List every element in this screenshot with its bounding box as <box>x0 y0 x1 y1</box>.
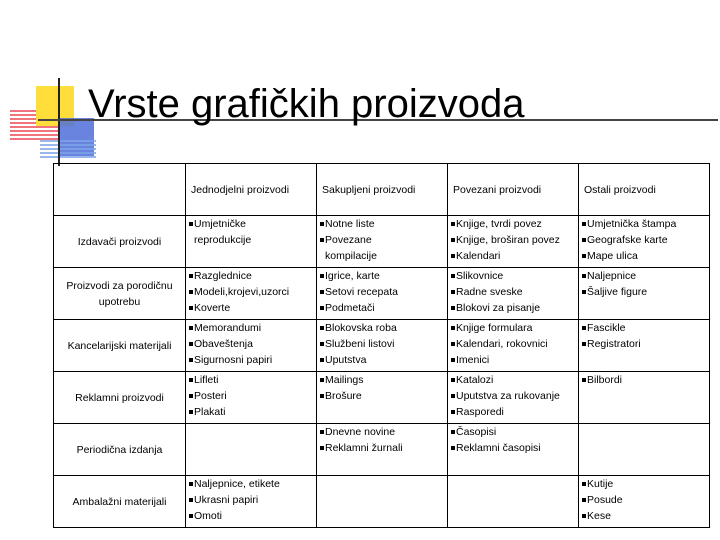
column-header: Sakupljeni proizvodi <box>317 164 448 216</box>
cell-item: Kalendari, rokovnici <box>451 336 575 352</box>
slide-title: Vrste grafičkih proizvoda <box>88 82 525 126</box>
cell-item: Lifleti <box>189 372 313 388</box>
table-cell <box>448 268 579 320</box>
cell-item: Obaveštenja <box>189 336 313 352</box>
cell-item: Ukrasni papiri <box>189 492 313 508</box>
table-cell <box>317 476 448 528</box>
table-cell <box>186 216 317 268</box>
table-body <box>54 164 710 528</box>
table-cell <box>186 476 317 528</box>
table-row <box>54 424 710 476</box>
table-cell <box>317 216 448 268</box>
table-row <box>54 320 710 372</box>
cell-item: Blokovska roba <box>320 320 444 336</box>
column-header: Ostali proizvodi <box>579 164 710 216</box>
cell-item: Fascikle <box>582 320 706 336</box>
row-header: Reklamni proizvodi <box>54 372 186 424</box>
cell-item: Uputstva <box>320 352 444 368</box>
corner-cell <box>54 164 186 216</box>
row-header: Ambalažni materijali <box>54 476 186 528</box>
cell-item: Razglednice <box>189 268 313 284</box>
products-table <box>53 163 710 528</box>
table-cell <box>317 320 448 372</box>
decor-lightblue-stripes <box>40 140 96 160</box>
cell-item: Geografske karte <box>582 232 706 248</box>
cell-item: Službeni listovi <box>320 336 444 352</box>
cell-item: Imenici <box>451 352 575 368</box>
cell-item: Bilbordi <box>582 372 706 388</box>
cell-item: Blokovi za pisanje <box>451 300 575 316</box>
cell-item: Modeli,krojevi,uzorci <box>189 284 313 300</box>
cell-item: Rasporedi <box>451 404 575 420</box>
header-row <box>54 164 710 216</box>
table-cell <box>317 424 448 476</box>
row-header: Kancelarijski materijali <box>54 320 186 372</box>
table-cell <box>448 476 579 528</box>
cell-item: Notne liste <box>320 216 444 232</box>
cell-item: Kese <box>582 508 706 524</box>
table-cell <box>448 424 579 476</box>
cell-item: Memorandumi <box>189 320 313 336</box>
table-cell <box>579 476 710 528</box>
column-header: Jednodjelni proizvodi <box>186 164 317 216</box>
cell-item: Slikovnice <box>451 268 575 284</box>
cell-item: Naljepnice, etikete <box>189 476 313 492</box>
table-cell <box>448 320 579 372</box>
cell-item: Umjetnička štampa <box>582 216 706 232</box>
cell-item: Setovi recepata <box>320 284 444 300</box>
table-cell <box>317 372 448 424</box>
cell-item: Uputstva za rukovanje <box>451 388 575 404</box>
cell-item: Podmetači <box>320 300 444 316</box>
decor-vertical-line <box>58 78 60 166</box>
cell-item: Radne sveske <box>451 284 575 300</box>
cell-item: Reklamni časopisi <box>451 440 575 456</box>
cell-item: Posude <box>582 492 706 508</box>
cell-item: Reklamni žurnali <box>320 440 444 456</box>
cell-item: Posteri <box>189 388 313 404</box>
cell-item: Igrice, karte <box>320 268 444 284</box>
cell-item: Umjetničke <box>189 216 313 232</box>
cell-item: Kalendari <box>451 248 575 264</box>
cell-item: Šaljive figure <box>582 284 706 300</box>
table-row <box>54 216 710 268</box>
row-header: Proizvodi za porodičnu upotrebu <box>54 268 186 320</box>
cell-item: Brošure <box>320 388 444 404</box>
cell-item: Knjige, tvrdi povez <box>451 216 575 232</box>
table-cell <box>186 320 317 372</box>
cell-item: Kutije <box>582 476 706 492</box>
cell-item: reprodukcije <box>194 234 252 246</box>
table-cell <box>186 372 317 424</box>
table-cell <box>579 268 710 320</box>
cell-item: Knjige, broširan povez <box>451 232 575 248</box>
table-cell <box>579 216 710 268</box>
cell-item: Mailings <box>320 372 444 388</box>
table-cell <box>579 424 710 476</box>
row-header: Izdavači proizvodi <box>54 216 186 268</box>
table-cell <box>579 372 710 424</box>
table-cell <box>579 320 710 372</box>
cell-item: kompilacije <box>325 250 377 262</box>
cell-item: Sigurnosni papiri <box>189 352 313 368</box>
table-cell <box>448 372 579 424</box>
column-header: Povezani proizvodi <box>448 164 579 216</box>
table-row <box>54 372 710 424</box>
table-cell <box>186 268 317 320</box>
table-cell <box>317 268 448 320</box>
cell-item: Katalozi <box>451 372 575 388</box>
row-header: Periodična izdanja <box>54 424 186 476</box>
cell-item: Naljepnice <box>582 268 706 284</box>
cell-item: Povezane <box>320 232 444 248</box>
cell-item: Registratori <box>582 336 706 352</box>
table-row <box>54 268 710 320</box>
cell-item: Omoti <box>189 508 313 524</box>
cell-item: Dnevne novine <box>320 424 444 440</box>
table-cell <box>448 216 579 268</box>
cell-item: Časopisi <box>451 424 575 440</box>
cell-item: Knjige formulara <box>451 320 575 336</box>
cell-item: Mape ulica <box>582 248 706 264</box>
table-cell <box>186 424 317 476</box>
cell-item: Plakati <box>189 404 313 420</box>
cell-item: Koverte <box>189 300 313 316</box>
table-row <box>54 476 710 528</box>
